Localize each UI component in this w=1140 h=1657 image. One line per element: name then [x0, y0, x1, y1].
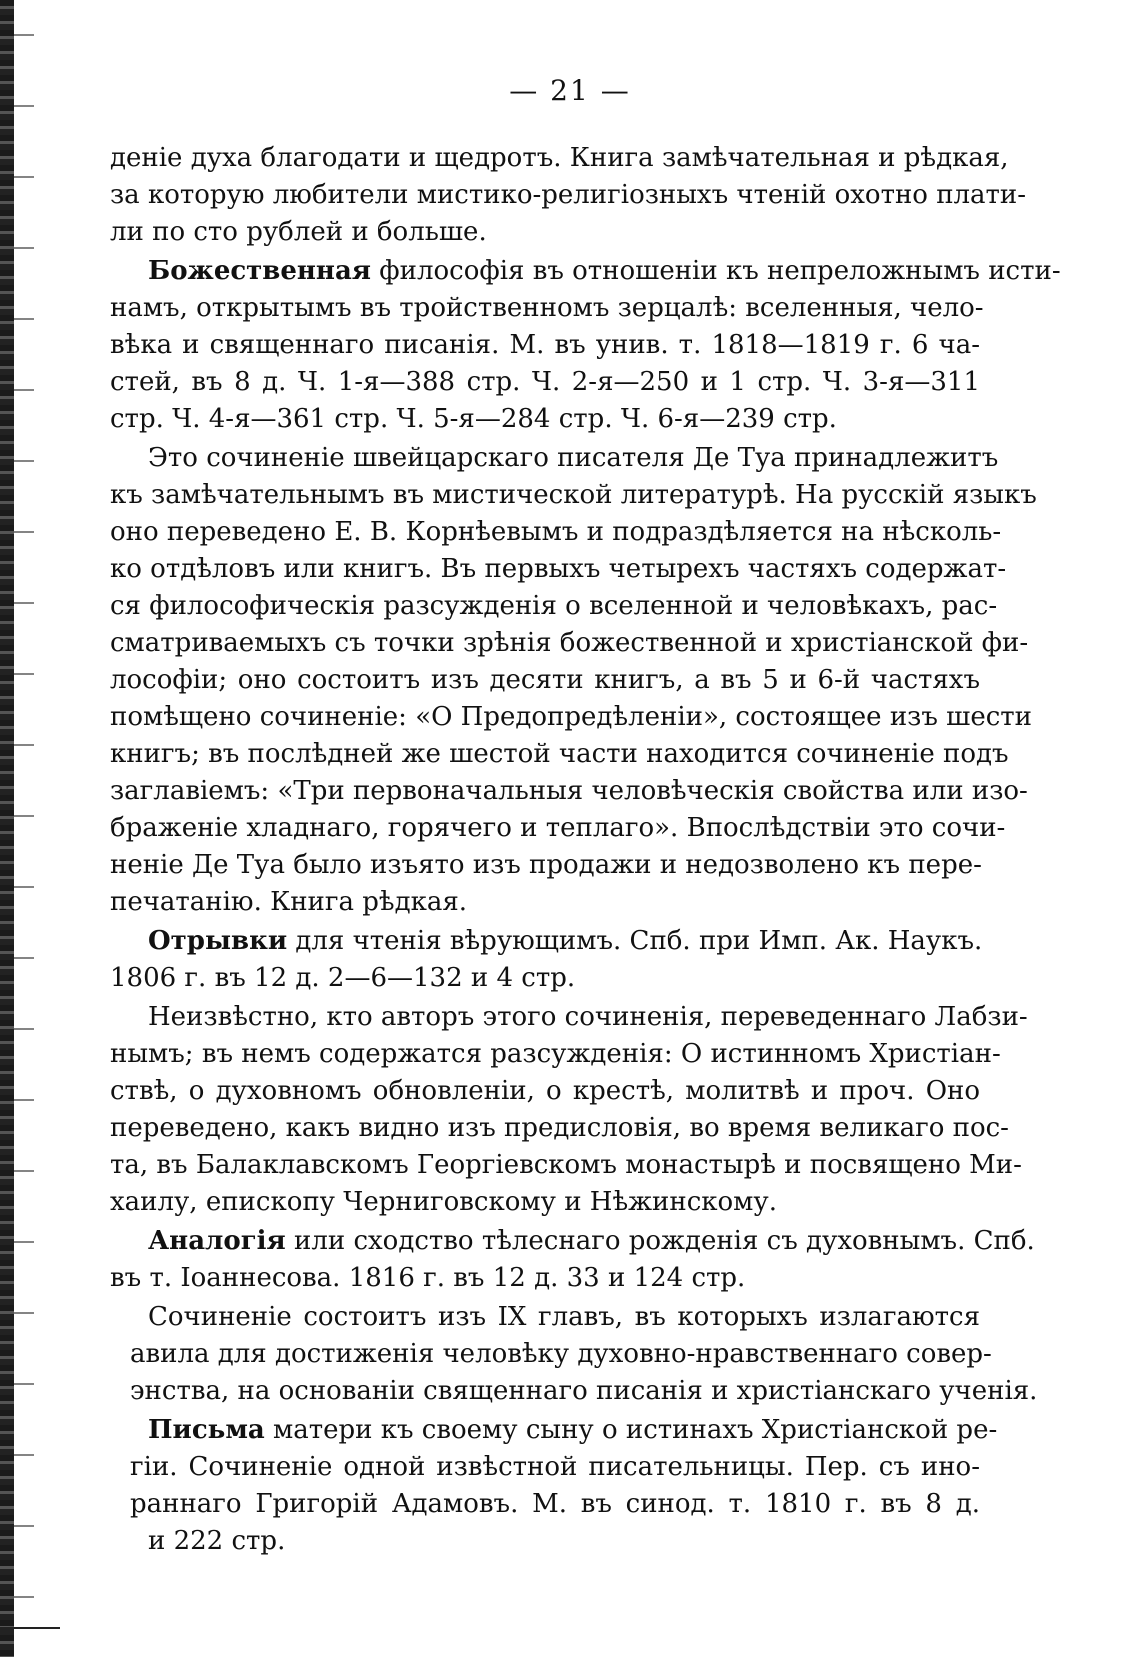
text-line: ствѣ, о духовномъ обновленіи, о крестѣ, молитвѣ и проч. Оно — [110, 1076, 980, 1106]
text-line: оно переведено Е. В. Корнѣевымъ и подраздѣляется на нѣсколь- — [110, 517, 1002, 547]
text-line: раннаго Григорій Адамовъ. М. въ синод. т. 1810 г. въ 8 д. — [130, 1489, 980, 1519]
paragraph-entry — [110, 253, 1061, 438]
text-line: за которую любители мистико-религіозныхъ чтеній охотно плати- — [110, 180, 1027, 210]
page-number: — 21 — — [509, 74, 631, 107]
footer-rule — [0, 1627, 60, 1629]
text-line: гіи. Сочиненіе одной извѣстной писательницы. Пер. съ ино- — [130, 1452, 980, 1482]
text-line: въ т. Іоаннесова. 1816 г. въ 12 д. 33 и 124 стр. — [110, 1263, 746, 1293]
text-line: ли по сто рублей и больше. — [110, 217, 487, 247]
text-line: сматриваемыхъ съ точки зрѣнія божественной и христіанской фи- — [110, 628, 1029, 658]
entry-title: Аналогія — [148, 1226, 286, 1256]
text-line: Аналогія или сходство тѣлеснаго рожденія съ духовнымъ. Спб. — [148, 1226, 1035, 1256]
text-line: Божественная философія въ отношеніи къ непреложнымъ исти- — [148, 256, 1061, 286]
text-line: и 222 стр. — [148, 1526, 286, 1556]
text-line: нымъ; въ немъ содержатся разсужденія: О истинномъ Христіан- — [110, 1039, 1001, 1069]
text-line: переведено, какъ видно изъ предисловія, во время великаго пос- — [110, 1113, 1009, 1143]
text-line: ся философическія разсужденія о вселенной и человѣкахъ, рас- — [110, 591, 998, 621]
text-line: книгъ; въ послѣдней же шестой части находится сочиненіе подъ — [110, 739, 1009, 769]
text-line: намъ, открытымъ въ тройственномъ зерцалѣ: вселенныя, чело- — [110, 293, 984, 323]
text-line: Неизвѣстно, кто авторъ этого сочиненія, переведеннаго Лабзи- — [148, 1002, 1028, 1032]
text-line: деніе духа благодати и щедротъ. Книга замѣчательная и рѣдкая, — [110, 143, 1009, 173]
text-line: 1806 г. въ 12 д. 2—6—132 и 4 стр. — [110, 963, 576, 993]
text-line: Письма матери къ своему сыну о истинахъ Христіанской ре- — [148, 1415, 998, 1445]
paragraph — [110, 999, 1028, 1221]
book-binding-edge — [0, 0, 14, 1657]
text-line: браженіе хладнаго, горячего и теплаго». Впослѣдствіи это сочи- — [110, 813, 1006, 843]
scan-specks — [14, 0, 34, 1657]
paragraph — [110, 440, 1037, 921]
text-line: Сочиненіе состоитъ изъ IX главъ, въ которыхъ излагаются — [148, 1302, 980, 1332]
text-line: лософіи; оно состоитъ изъ десяти книгъ, а въ 5 и 6-й частяхъ — [110, 665, 980, 695]
text-line: печатанію. Книга рѣдкая. — [110, 887, 468, 917]
entry-title: Божественная — [148, 256, 372, 286]
text-line: та, въ Балаклавскомъ Георгіевскомъ монастырѣ и посвящено Ми- — [110, 1150, 1022, 1180]
paragraph — [110, 140, 1027, 251]
text-line: Отрывки для чтенія вѣрующимъ. Спб. при Имп. Ак. Наукъ. — [148, 926, 983, 956]
text-line: помѣщено сочиненіе: «О Предопредѣленіи», состоящее изъ шести — [110, 702, 1032, 732]
paragraph — [130, 1299, 1038, 1410]
text-line: къ замѣчательнымъ въ мистической литературѣ. На русскій языкъ — [110, 480, 1037, 510]
entry-title: Отрывки — [148, 926, 288, 956]
paragraph-entry — [110, 1223, 1035, 1297]
text-line: Это сочиненіе швейцарскаго писателя Де Туа принадлежитъ — [148, 443, 999, 473]
text-line: авила для достиженія человѣку духовно-нравственнаго совер- — [130, 1339, 992, 1369]
paragraph-entry — [110, 923, 983, 997]
text-line: стр. Ч. 4-я—361 стр. Ч. 5-я—284 стр. Ч. 6-я—239 стр. — [110, 404, 837, 434]
page-body-text — [110, 140, 1061, 1560]
text-line: стей, въ 8 д. Ч. 1-я—388 стр. Ч. 2-я—250 и 1 стр. Ч. 3-я—311 — [110, 367, 980, 397]
text-line: энства, на основаніи священнаго писанія и христіанскаго ученія. — [130, 1376, 1038, 1406]
text-line: вѣка и священнаго писанія. М. въ унив. т. 1818—1819 г. 6 ча- — [110, 330, 980, 360]
paragraph-entry — [130, 1412, 998, 1560]
text-line: ко отдѣловъ или книгъ. Въ первыхъ четырехъ частяхъ содержат- — [110, 554, 1007, 584]
entry-title: Письма — [148, 1415, 265, 1445]
text-line: неніе Де Туа было изъято изъ продажи и недозволено къ пере- — [110, 850, 982, 880]
text-line: заглавіемъ: «Три первоначальныя человѣческія свойства или изо- — [110, 776, 1028, 806]
text-line: хаилу, епископу Черниговскому и Нѣжинскому. — [110, 1187, 777, 1217]
